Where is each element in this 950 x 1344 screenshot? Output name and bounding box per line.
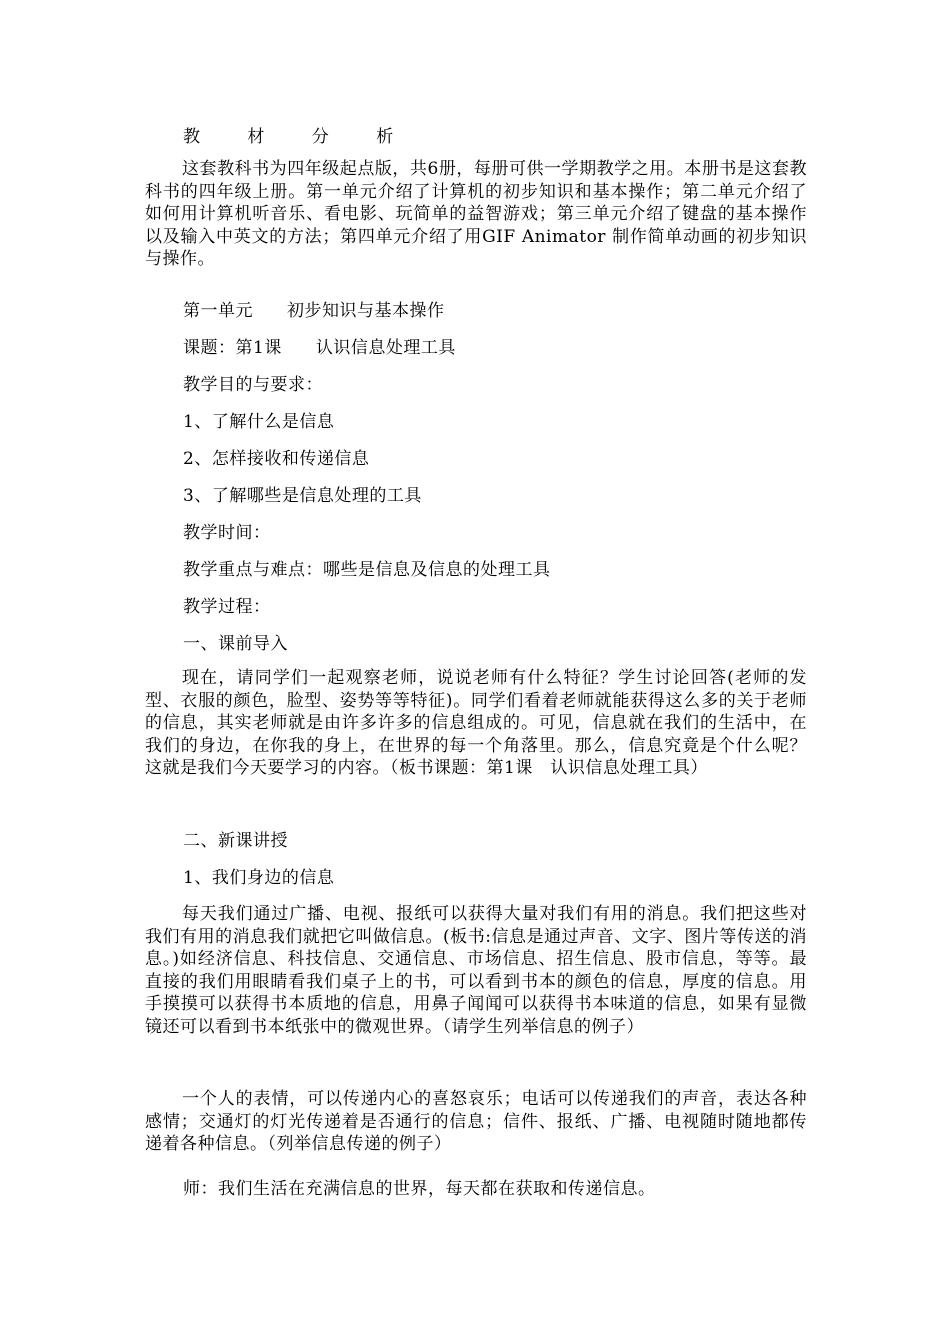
section-paragraph: 一个人的表情，可以传递内心的喜怒哀乐；电话可以传递我们的声音，表达各种感情；交通灯的灯光传递着是否通行的信息；信件、报纸、广播、电视随时随地都传递着各种信息。（列举信息传递的例子）	[145, 1089, 807, 1155]
lesson-label: 课题：第1课	[183, 338, 282, 358]
unit-heading	[183, 300, 845, 323]
section-heading: 二、新课讲授	[183, 831, 288, 851]
lesson-title: 认识信息处理工具	[315, 338, 456, 358]
intro-paragraph: 这套教科书为四年级起点版，共6册，每册可供一学期教学之用。本册书是这套教科书的四年级上册。第一单元介绍了计算机的初步知识和基本操作；第二单元介绍了如何用计算机听音乐、看电影、玩简单的益智游戏；第三单元介绍了键盘的基本操作以及输入中英文的方法；第四单元介绍了用GIF Animator 制作简单动画的初步知识与操作。	[145, 159, 807, 270]
key-points: 教学重点与难点：哪些是信息及信息的处理工具	[183, 560, 551, 580]
process-heading: 教学过程：	[183, 597, 271, 617]
goal-item: 3、了解哪些是信息处理的工具	[183, 486, 422, 506]
unit-number: 第一单元	[183, 301, 253, 321]
section-heading: 一、课前导入	[183, 634, 288, 654]
goal-item: 2、怎样接收和传递信息	[183, 449, 370, 469]
goals-heading: 教学目的与要求：	[183, 375, 323, 395]
lesson-heading	[183, 337, 845, 360]
unit-title: 初步知识与基本操作	[287, 301, 445, 321]
section-paragraph: 每天我们通过广播、电视、报纸可以获得大量对我们有用的消息。我们把这些对我们有用的消息我们就把它叫做信息。(板书:信息是通过声音、文字、图片等传送的消息。)如经济信息、科技信息、交通信息、市场信息、招生信息、股市信息，等等。最直接的我们用眼睛看我们桌子上的书，可以看到书本的颜色的信息，厚度的信息。用手摸摸可以获得书本质地的信息，用鼻子闻闻可以获得书本味道的信息，如果有显微镜还可以看到书本纸张中的微观世界。（请学生列举信息的例子）	[145, 904, 807, 1037]
subsection-heading: 1、我们身边的信息	[183, 868, 335, 888]
time-heading: 教学时间：	[183, 523, 271, 543]
section-paragraph: 现在，请同学们一起观察老师，说说老师有什么特征？学生讨论回答(老师的发型、衣服的颜色，脸型、姿势等等特征)。同学们看着老师就能获得这么多的关于老师的信息，其实老师就是由许多许多的信息组成的。可见，信息就在我们的生活中，在我们的身边，在你我的身上，在世界的每一个角落里。那么，信息究竟是个什么呢？这就是我们今天要学习的内容。（板书课题：第1课 认识信息处理工具）	[145, 668, 807, 779]
document-title: 教 材 分 析	[183, 127, 415, 147]
teacher-line: 师：我们生活在充满信息的世界，每天都在获取和传递信息。	[183, 1179, 656, 1199]
goal-item: 1、了解什么是信息	[183, 412, 335, 432]
